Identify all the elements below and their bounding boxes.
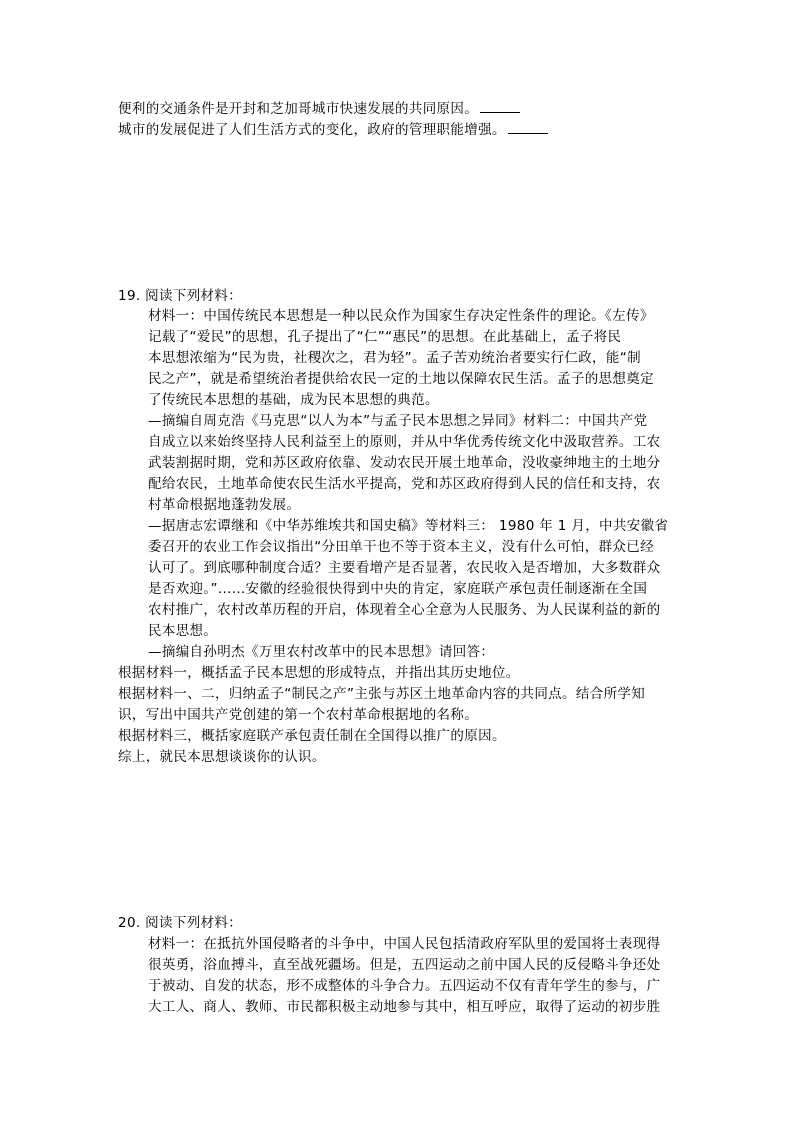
statement-text: 便利的交通条件是开封和芝加哥城市快速发展的共同原因。 — [118, 101, 479, 117]
q19-line: 农村推广，农村改革历程的开启，体现着全心全意为人民服务、为人民谋利益的新的 — [148, 602, 661, 618]
q19-line: 了传统民本思想的基础，成为民本思想的典范。 — [148, 392, 439, 408]
q19-question: 根据材料一，概括孟子民本思想的形成特点，并指出其历史地位。 — [118, 665, 520, 681]
q19-line: 材料一：中国传统民本思想是一种以民众作为国家生存决定性条件的理论。《左传》 — [148, 308, 654, 324]
q20-lead: 20. 阅读下列材料： — [118, 915, 243, 931]
q19-line: 是否欢迎。”……安徽的经验很快得到中央的肯定，家庭联产承包责任制逐渐在全国 — [148, 581, 648, 597]
q19-line: 民之产”，就是希望统治者提供给农民一定的土地以保障农民生活。孟子的思想奠定 — [148, 371, 654, 387]
q19-line: 记载了“爱民”的思想，孔子提出了“仁”“惠民”的思想。在此基础上，孟子将民 — [148, 329, 622, 345]
q19-question: 根据材料一、二，归纳孟子“制民之产”主张与苏区土地革命内容的共同点。结合所学知 — [118, 686, 646, 702]
statement-1 — [118, 98, 520, 119]
statement-text: 城市的发展促进了人们生活方式的变化，政府的管理职能增强。 — [118, 122, 506, 138]
q19-line: 武装割据时期，党和苏区政府依靠、发动农民开展土地革命，没收豪绅地主的土地分 — [148, 455, 661, 471]
q19-line: 村革命根据地蓬勃发展。 — [148, 497, 301, 513]
q19-line: 自成立以来始终坚持人民利益至上的原则，并从中华优秀传统文化中汲取营养。工农 — [148, 434, 661, 450]
answer-blank[interactable] — [480, 98, 520, 113]
q20-line: 很英勇，浴血搏斗，直至战死疆场。但是，五四运动之前中国人民的反侵略斗争还处 — [148, 957, 661, 973]
q19-line: 配给农民，土地革命使农民生活水平提高，党和苏区政府得到人民的信任和支持，农 — [148, 476, 661, 492]
q19-line: —摘编自孙明杰《万里农村改革中的民本思想》请回答： — [148, 644, 495, 660]
q19-question: 综上，就民本思想谈谈你的认识。 — [118, 749, 326, 765]
q19-line: 民本思想。 — [148, 623, 218, 639]
q20-line: 于被动、自发的状态，形不成整体的斗争合力。五四运动不仅有青年学生的参与，广 — [148, 978, 661, 994]
q20-line: 材料一：在抵抗外国侵略者的斗争中，中国人民包括清政府军队里的爱国将士表现得 — [148, 936, 661, 952]
q19-line: 本思想浓缩为“民为贵，社稷次之，君为轻”。孟子苦劝统治者要实行仁政，能“制 — [148, 350, 641, 366]
answer-blank[interactable] — [508, 119, 548, 134]
q19-line: —摘编自周克浩《马克思“以人为本”与孟子民本思想之异同》材料二：中国共产党 — [148, 413, 648, 429]
q19-lead: 19. 阅读下列材料： — [118, 288, 243, 304]
statement-2 — [118, 119, 548, 140]
q19-question: 识，写出中国共产党创建的第一个农村革命根据地的名称。 — [118, 707, 479, 723]
q19-line: 认可了。到底哪种制度合适？主要看增产是否显著，农民收入是否增加，大多数群众 — [148, 560, 661, 576]
q19-line: 委召开的农业工作会议指出“分田单干也不等于资本主义，没有什么可怕，群众已经 — [148, 539, 654, 555]
q20-line: 大工人、商人、教师、市民都积极主动地参与其中，相互呼应，取得了运动的初步胜 — [148, 999, 661, 1015]
q19-line: —据唐志宏谭继和《中华苏维埃共和国史稿》等材料三： 1980 年 1 月，中共安徽省 — [148, 518, 669, 534]
q19-question: 根据材料三，概括家庭联产承包责任制在全国得以推广的原因。 — [118, 728, 506, 744]
